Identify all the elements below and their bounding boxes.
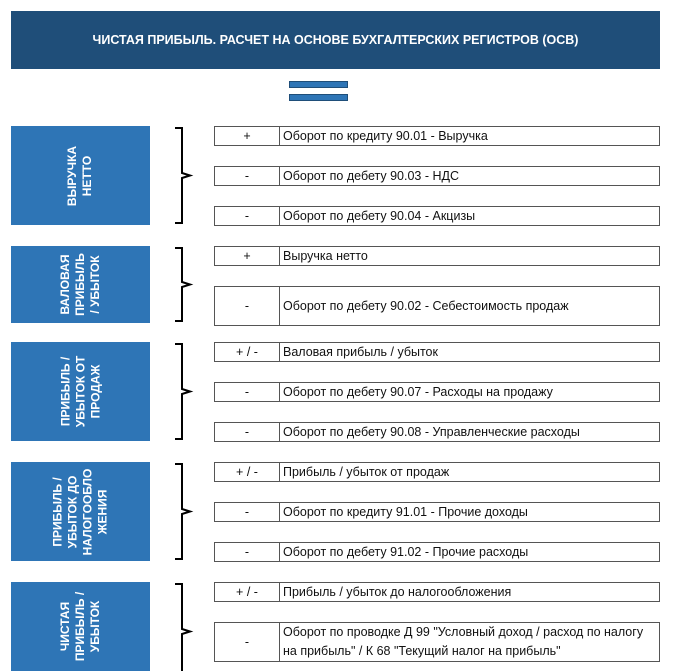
formula-row <box>214 126 660 146</box>
sign-cell: - <box>215 167 280 185</box>
curly-brace-icon <box>170 462 200 561</box>
formula-row <box>214 462 660 482</box>
account-text: Оборот по дебету 90.02 - Себестоимость продаж <box>283 298 569 313</box>
page-title: ЧИСТАЯ ПРИБЫЛЬ. РАСЧЕТ НА ОСНОВЕ БУХГАЛТЕРСКИХ РЕГИСТРОВ (ОСВ) <box>11 11 660 69</box>
account-text: Оборот по кредиту 91.01 - Прочие доходы <box>283 504 528 519</box>
section-label: ПРИБЫЛЬ / УБЫТОК ДО НАЛОГООБЛО ЖЕНИЯ <box>50 468 110 555</box>
section-label-block <box>11 126 150 225</box>
sign-cell: - <box>215 503 280 521</box>
sign-cell: + / - <box>215 343 280 361</box>
section-label: ВАЛОВАЯ ПРИБЫЛЬ / УБЫТОК <box>57 253 102 316</box>
formula-row <box>214 582 660 602</box>
curly-brace-icon <box>170 342 200 441</box>
sign-cell: - <box>215 423 280 441</box>
section-label-block <box>11 342 150 441</box>
section-label-block <box>11 462 150 561</box>
account-text: Оборот по дебету 90.08 - Управленческие расходы <box>283 424 580 439</box>
curly-brace-icon <box>170 246 200 323</box>
account-text: Оборот по дебету 91.02 - Прочие расходы <box>283 544 529 559</box>
formula-row <box>214 342 660 362</box>
sign-cell: - <box>215 207 280 225</box>
formula-row <box>214 166 660 186</box>
equals-bar-top <box>289 81 348 88</box>
account-text: Оборот по дебету 90.07 - Расходы на продажу <box>283 384 553 399</box>
curly-brace-icon <box>170 126 200 225</box>
formula-row <box>214 246 660 266</box>
section-label: ВЫРУЧКА НЕТТО <box>65 145 95 206</box>
sign-cell: + <box>215 247 280 265</box>
formula-row <box>214 286 660 326</box>
formula-row <box>214 542 660 562</box>
account-text: Валовая прибыль / убыток <box>283 344 438 359</box>
section-label-block <box>11 246 150 323</box>
equals-bar-bottom <box>289 94 348 101</box>
account-text: Оборот по дебету 90.03 - НДС <box>283 168 460 183</box>
sign-cell: + / - <box>215 583 280 601</box>
sign-cell: + <box>215 127 280 145</box>
section-label: ПРИБЫЛЬ / УБЫТОК ОТ ПРОДАЖ <box>58 355 102 428</box>
curly-brace-icon <box>170 582 200 671</box>
section-label: ЧИСТАЯ ПРИБЫЛЬ / УБЫТОК <box>58 591 102 662</box>
sign-cell: - <box>215 383 280 401</box>
account-text: Прибыль / убыток от продаж <box>283 464 450 479</box>
sign-cell: - <box>215 623 280 661</box>
formula-row <box>214 502 660 522</box>
account-text: Оборот по дебету 90.04 - Акцизы <box>283 208 476 223</box>
account-text: Выручка нетто <box>283 248 368 263</box>
formula-row <box>214 382 660 402</box>
account-text: Прибыль / убыток до налогообложения <box>283 584 512 599</box>
sign-cell: + / - <box>215 463 280 481</box>
formula-row <box>214 622 660 662</box>
formula-row <box>214 206 660 226</box>
sign-cell: - <box>215 287 280 325</box>
formula-row <box>214 422 660 442</box>
account-text: Оборот по проводке Д 99 "Условный доход / расход по налогу на прибыль" / К 68 "Текущий налог на прибыль" <box>283 625 644 658</box>
equals-sign-icon <box>289 81 348 103</box>
account-text: Оборот по кредиту 90.01 - Выручка <box>283 128 488 143</box>
sign-cell: - <box>215 543 280 561</box>
section-label-block <box>11 582 150 671</box>
